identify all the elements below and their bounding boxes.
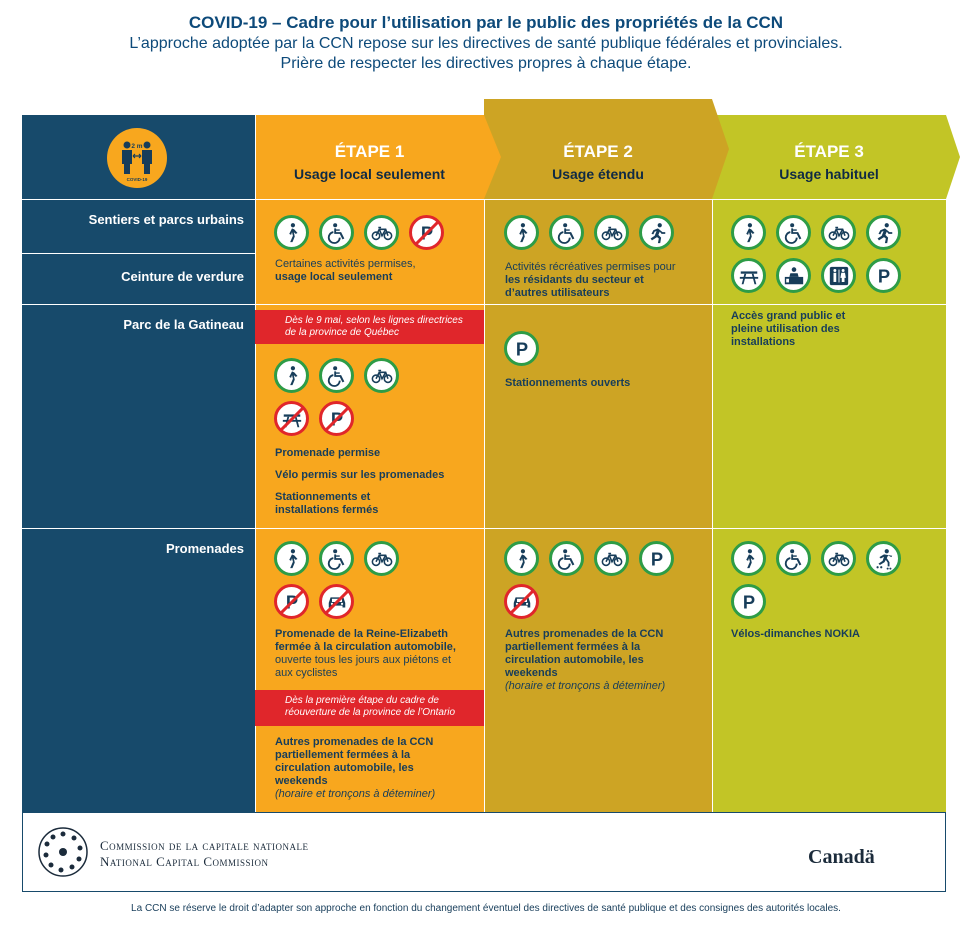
stage-1-title: ÉTAPE 1 (334, 142, 405, 161)
canada-wordmark: Canadä (808, 846, 875, 868)
s2-sentiers-text (505, 261, 680, 300)
page-subtitle-1: L’approche adoptée par la CCN repose sur les directives de santé publique fédérales et provinciales. (129, 35, 843, 52)
page-header (0, 12, 972, 74)
s1-prom-text (275, 628, 480, 680)
s1-gatineau-icons-allowed (274, 358, 399, 393)
s2-sentiers-bold: les résidants du secteur et d’autres utilisateurs (505, 274, 644, 299)
s2-prom-italic: (horaire et tronçons à déteminer) (505, 680, 666, 692)
s1-prom-icons-forbidden (274, 584, 354, 619)
wheelchair-icon (549, 541, 584, 576)
parking-icon (504, 331, 539, 366)
no-parking-icon (319, 401, 354, 436)
divider-col-2 (484, 199, 485, 812)
s3-sentiers-icons-row2 (731, 258, 901, 293)
no-car-icon (319, 584, 354, 619)
stage-3-subtitle: Usage habituel (779, 166, 879, 182)
row-label-ceinture: Ceinture de verdure (121, 269, 244, 284)
stage-1-subtitle: Usage local seulement (294, 166, 445, 182)
s1-sentiers-icons (274, 215, 444, 250)
walking-icon (504, 215, 539, 250)
stage-2-subtitle: Usage étendu (552, 166, 644, 182)
s1-gatineau-banner: Dès le 9 mai, selon les lignes directrices de la province de Québec (255, 310, 484, 344)
footer-note: La CCN se réserve le droit d’adapter son approche en fonction du changement éventuel des directives de santé publique et des consignes des autorités locales. (131, 903, 841, 914)
stage-2-header (484, 141, 712, 183)
rollerblading-icon (866, 541, 901, 576)
walking-icon (504, 541, 539, 576)
toilets-icon (821, 258, 856, 293)
s1-sentiers-line2: usage local seulement (275, 271, 393, 283)
s3-prom-icons (731, 541, 901, 576)
bicycle-icon (821, 541, 856, 576)
s1-prom-normal: ouverte tous les jours aux piétons et aux cyclistes (275, 654, 452, 679)
wheelchair-icon (776, 541, 811, 576)
parking-icon (639, 541, 674, 576)
bicycle-icon (594, 541, 629, 576)
parking-icon (731, 584, 766, 619)
no-picnic-icon (274, 401, 309, 436)
s2-prom-bold: Autres promenades de la CCN partiellement fermées à la circulation automobile, les weekends (505, 628, 664, 679)
badge-label: COVID-19 (126, 177, 148, 182)
row-label-sentiers: Sentiers et parcs urbains (88, 212, 244, 227)
row-label-gatineau: Parc de la Gatineau (123, 317, 244, 332)
walking-icon (731, 541, 766, 576)
stage-1-header (255, 141, 484, 183)
stage-2-column (484, 99, 712, 812)
stage-3-arrow (946, 115, 960, 199)
s1-prom2-italic: (horaire et tronçons à déteminer) (275, 788, 436, 800)
walking-icon (274, 215, 309, 250)
ncc-name-english: National Capital Commission (100, 854, 269, 869)
s2-parking-icons (504, 331, 539, 366)
s1-sentiers-line1: Certaines activités permises, (275, 258, 416, 270)
stage-3-header (712, 141, 946, 183)
wheelchair-icon (549, 215, 584, 250)
s1-prom-banner: Dès la première étape du cadre de réouverture de la province de l’Ontario (255, 690, 484, 726)
bicycle-icon (364, 215, 399, 250)
running-icon (866, 215, 901, 250)
divider-sentiers (22, 253, 255, 254)
distancing-icon (107, 128, 167, 188)
wheelchair-icon (776, 215, 811, 250)
ncc-logo-icon (36, 825, 90, 879)
wheelchair-icon (319, 358, 354, 393)
bicycle-icon (364, 358, 399, 393)
walking-icon (731, 215, 766, 250)
s1-gatineau-line-3: Stationnements et installations fermés (275, 491, 379, 516)
reception-icon (776, 258, 811, 293)
stage-2-title: ÉTAPE 2 (563, 142, 633, 161)
no-car-icon (504, 584, 539, 619)
page-title: COVID-19 – Cadre pour l’utilisation par le public des propriétés de la CCN (188, 13, 784, 32)
ncc-name-french: Commission de la capitale nationale (100, 838, 309, 853)
walking-icon (274, 358, 309, 393)
bicycle-icon (594, 215, 629, 250)
s3-prom-text: Vélos-dimanches NOKIA (731, 628, 860, 640)
s2-prom-icons-forbidden (504, 584, 539, 619)
s1-prom-icons-allowed (274, 541, 399, 576)
parking-icon (866, 258, 901, 293)
s2-sentiers-icons (504, 215, 674, 250)
s1-gatineau-line-2: Vélo permis sur les promenades (275, 469, 445, 481)
s2-parking-text: Stationnements ouverts (505, 377, 631, 389)
running-icon (639, 215, 674, 250)
s2-sentiers-normal: Activités récréatives permises pour (505, 261, 676, 273)
s3-sentiers-icons-row1 (731, 215, 901, 250)
badge-distance: 2 m (131, 143, 143, 150)
s1-prom2-text (275, 736, 450, 801)
s1-prom-bold: Promenade de la Reine-Elizabeth fermée à la circulation automobile, (275, 628, 456, 653)
divider-col-3 (712, 199, 713, 812)
bicycle-icon (364, 541, 399, 576)
stage-3-title: ÉTAPE 3 (794, 142, 864, 161)
walking-icon (274, 541, 309, 576)
picnic-table-icon (731, 258, 766, 293)
s3-sentiers-text: Accès grand public et pleine utilisation des installations (731, 310, 846, 348)
wheelchair-icon (319, 215, 354, 250)
s2-prom-text (505, 628, 675, 693)
s3-prom-icons-row2 (731, 584, 766, 619)
s1-gatineau-icons-forbidden (274, 401, 354, 436)
no-parking-icon (274, 584, 309, 619)
s1-gatineau-line-1: Promenade permise (275, 447, 381, 459)
s2-prom-icons (504, 541, 674, 576)
s1-prom2-bold: Autres promenades de la CCN partiellement fermées à la circulation automobile, les weekends (275, 736, 434, 787)
no-parking-icon (409, 215, 444, 250)
page-subtitle-2: Prière de respecter les directives propres à chaque étape. (280, 55, 692, 72)
bicycle-icon (821, 215, 856, 250)
row-label-promenades: Promenades (165, 541, 244, 556)
wheelchair-icon (319, 541, 354, 576)
s1-sentiers-text (275, 258, 475, 284)
